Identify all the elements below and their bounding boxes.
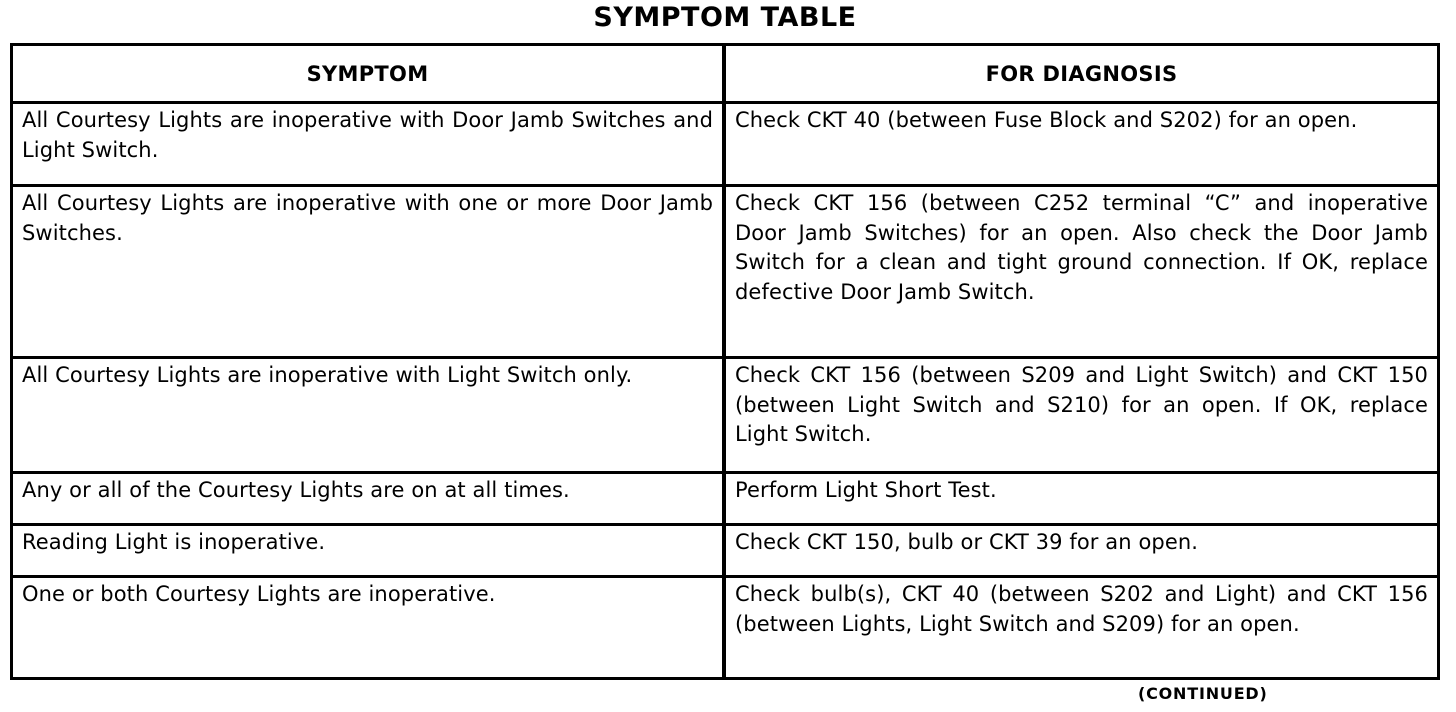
column-header-diagnosis: FOR DIAGNOSIS — [726, 46, 1437, 101]
diagnosis-cell: Check CKT 40 (between Fuse Block and S202) for an open. — [726, 104, 1437, 184]
diagnosis-cell: Perform Light Short Test. — [726, 474, 1437, 523]
diagnosis-cell: Check CKT 156 (between S209 and Light Switch) and CKT 150 (between Light Switch and S210) for an open. If OK, replace Light Switch. — [726, 359, 1437, 471]
symptom-cell: Reading Light is inoperative. — [13, 526, 722, 575]
symptom-cell: All Courtesy Lights are inoperative with one or more Door Jamb Switches. — [13, 187, 722, 356]
symptom-table-grid — [13, 46, 1437, 677]
diagnosis-cell: Check bulb(s), CKT 40 (between S202 and Light) and CKT 156 (between Lights, Light Switch and S209) for an open. — [726, 578, 1437, 677]
symptom-cell: All Courtesy Lights are inoperative with Door Jamb Switches and Light Switch. — [13, 104, 722, 184]
diagnosis-cell: Check CKT 150, bulb or CKT 39 for an open. — [726, 526, 1437, 575]
symptom-cell: All Courtesy Lights are inoperative with Light Switch only. — [13, 359, 722, 471]
continued-label: (CONTINUED) — [1138, 684, 1268, 703]
diagnosis-cell: Check CKT 156 (between C252 terminal “C” and inoperative Door Jamb Switches) for an open. Also check the Door Jamb Switch for a clean and tight ground connection. If OK, replace defective Door Jamb Switch. — [726, 187, 1437, 356]
symptom-cell: Any or all of the Courtesy Lights are on at all times. — [13, 474, 722, 523]
symptom-table — [10, 43, 1440, 680]
page-title: SYMPTOM TABLE — [593, 2, 857, 33]
symptom-cell: One or both Courtesy Lights are inoperative. — [13, 578, 722, 677]
column-header-symptom: SYMPTOM — [13, 46, 722, 101]
